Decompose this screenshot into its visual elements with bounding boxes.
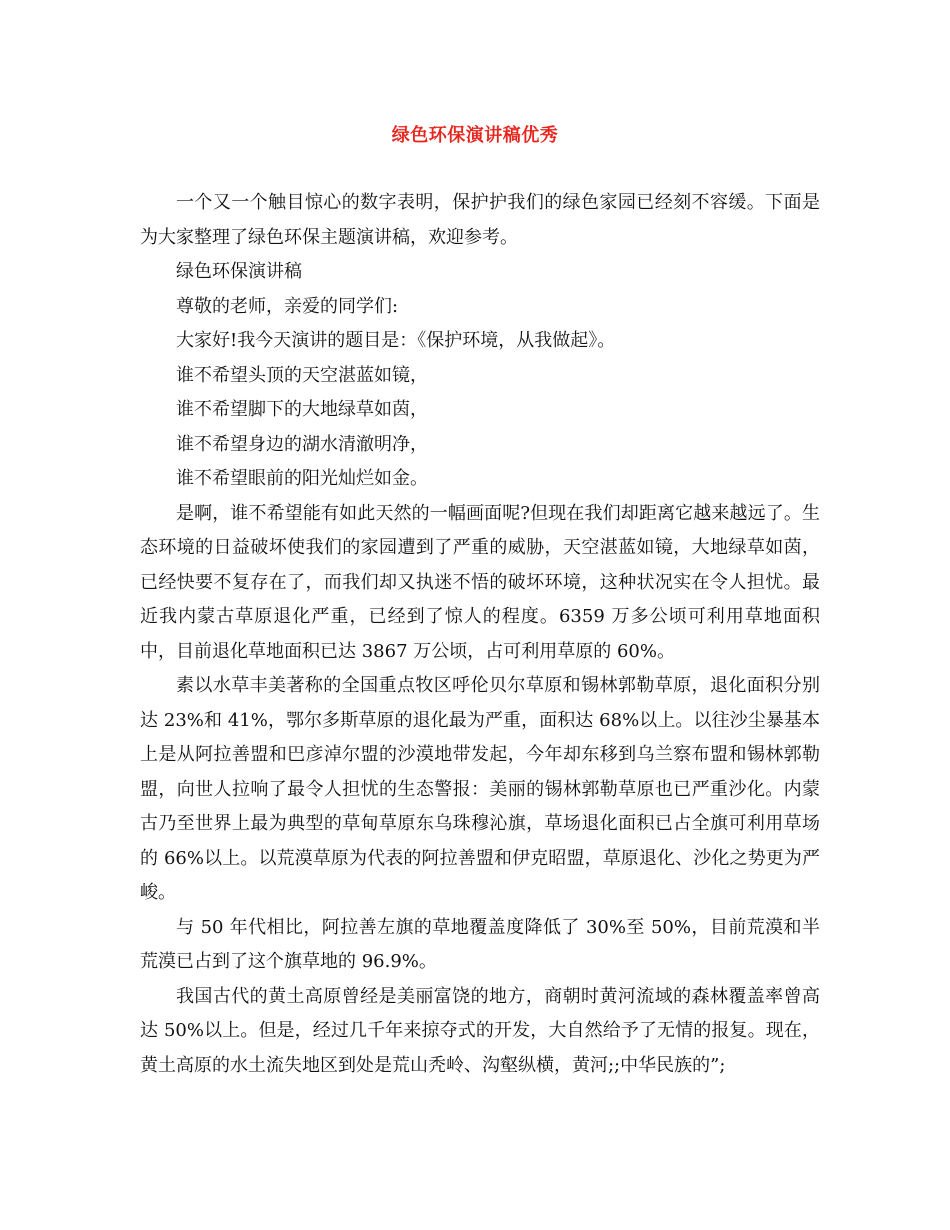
paragraph-verse-1: 谁不希望头顶的天空湛蓝如镜， (176, 364, 428, 386)
paragraph-body-2: 素以水草丰美著称的全国重点牧区呼伦贝尔草原和锡林郭勒草原，退化面积分别达 23%和 41%，鄂尔多斯草原的退化最为严重，面积达 68%以上。以往沙尘暴基本上是从阿拉善盟和巴彦淖尔盟的沙漠地带发起，今年却东移到乌兰察布盟和锡林郭勒盟，向世人拉响了最令人担忧的生态警报：美丽的锡林郭勒草原也已严重沙化。内蒙古乃至世界上最为典型的草甸草原东乌珠穆沁旗，草场退化面积已占全旗可利用草场的 66%以上。以荒漠草原为代表的阿拉善盟和伊克昭盟，草原退化、沙化之势更为严峻。 (140, 675, 820, 903)
paragraph-verse-3: 谁不希望身边的湖水清澈明净， (176, 433, 428, 455)
paragraph-verse-4: 谁不希望眼前的阳光灿烂如金。 (176, 468, 428, 489)
paragraph-body-1: 是啊，谁不希望能有如此天然的一幅画面呢?但现在我们却距离它越来越远了。生态环境的日益破坏使我们的家园遭到了严重的威胁，天空湛蓝如镜，大地绿草如茵，已经快要不复存在了，而我们却又执迷不悟的破坏环境，这种状况实在令人担忧。最近我内蒙古草原退化严重，已经到了惊人的程度。6359 万多公顷可利用草地面积中，目前退化草地面积已达 3867 万公顷，占可利用草原的 60%。 (140, 502, 820, 662)
paragraph-verse-2: 谁不希望脚下的大地绿草如茵， (176, 399, 428, 420)
paragraph-intro: 一个又一个触目惊心的数字表明，保护护我们的绿色家园已经刻不容缓。下面是为大家整理了绿色环保主题演讲稿，欢迎参考。 (140, 192, 820, 248)
document-title: 绿色环保演讲稿优秀 (391, 125, 559, 146)
document-body (140, 186, 820, 1083)
paragraph-body-3: 与 50 年代相比，阿拉善左旗的草地覆盖度降低了 30%至 50%，目前荒漠和半荒漠已占到了这个旗草地的 96.9%。 (140, 916, 820, 972)
paragraph-salutation: 尊敬的老师，亲爱的同学们: (176, 295, 399, 317)
paragraph-greeting: 大家好!我今天演讲的题目是：《保护环境，从我做起》。 (176, 330, 616, 351)
paragraph-body-4: 我国古代的黄土高原曾经是美丽富饶的地方，商朝时黄河流域的森林覆盖率曾高达 50%以上。但是，经过几千年来掠夺式的开发，大自然给予了无情的报复。现在，黄土高原的水土流失地区到处是荒山秃岭、沟壑纵横，黄河;;中华民族的”; (140, 985, 820, 1076)
paragraph-subtitle: 绿色环保演讲稿 (176, 261, 302, 282)
